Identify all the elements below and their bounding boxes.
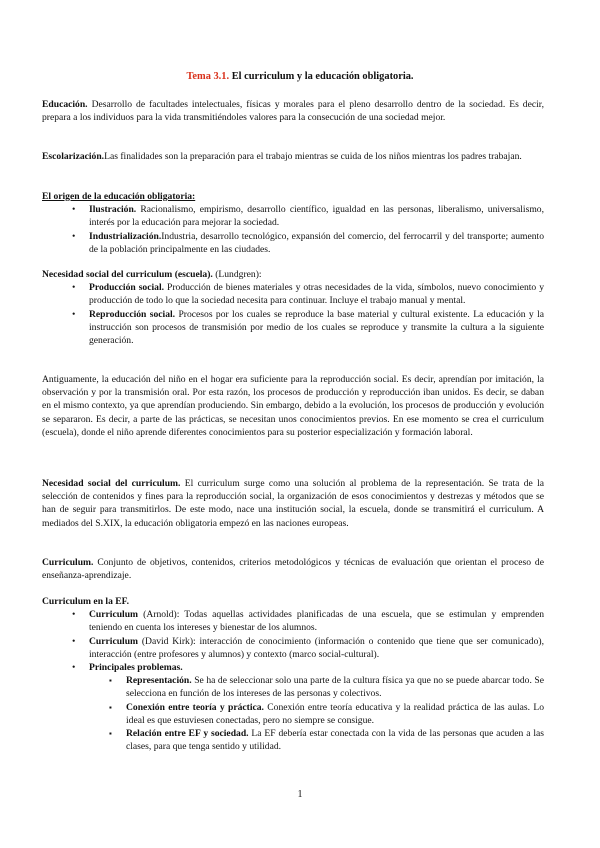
page-title — [0, 70, 600, 83]
item-term: Principales problemas. — [89, 662, 183, 674]
sub-list-item — [42, 674, 544, 700]
list-item — [42, 661, 544, 674]
necesidad-heading: Necesidad social del curriculum (escuela). — [42, 269, 213, 280]
curriculum-ef-heading: Curriculum en la EF. — [42, 596, 130, 607]
sub-item-term: Representación. — [126, 675, 192, 687]
curriculum-text: Conjunto de objetivos, contenidos, criterios metodológicos y técnicas de evaluación que orientan el proceso de enseñanza-aprendizaje. — [42, 557, 544, 582]
educacion-term: Educación. — [42, 99, 88, 110]
origen-list — [42, 203, 544, 256]
antiguamente-paragraph: Antiguamente, la educación del niño en el hogar era suficiente para la reproducción social. Es decir, aprendían por imitación, la observación y por la transmisión oral. Por esta razón, los procesos de producción y reproducción iban unidos. Es decir, se daban en el mismo contexto, ya que aprendían produciendo. Sin embargo, debido a la evolución, los procesos de producción y evolución se separaron. Es decir, a parte de las prácticas, se necesitan unos conocimientos previos. En ese momento se crea el curriculum (escuela), donde el niño aprende diferentes conocimientos para su posterior especialización y formación laboral. — [42, 374, 544, 438]
item-text: (David Kirk): interacción de conocimiento (información o contenido que tiene que ser comunicado), interacción (entre profesores y alumnos) y contexto (marco social-cultural). — [89, 635, 544, 660]
necesidad-section — [42, 268, 544, 347]
sub-item-text: La EF debería estar conectada con la vida de las personas que acuden a las clases, para que tenga sentido y utilidad. — [126, 728, 544, 753]
curriculum-ef-list — [42, 608, 544, 674]
necesidad-curriculum-paragraph — [42, 477, 544, 530]
necesidad-list — [42, 281, 544, 347]
item-text: Procesos por los cuales se reproduce la base material y cultural existente. La educación y la instrucción son procesos de transmisión por medio de los cuales se reproduce y transmite la cultura a la siguiente generación. — [89, 308, 545, 347]
origen-heading: El origen de la educación obligatoria: — [42, 191, 196, 202]
necesidad-curriculum-term: Necesidad social del curriculum. — [42, 478, 181, 489]
sub-list-item — [42, 727, 544, 753]
educacion-text: Desarrollo de facultades intelectuales, físicas y morales para el pleno desarrollo dentro de la sociedad. Es decir, prepara a los individuos para la vida transmitiéndoles valores para la consecución de una sociedad mejor. — [42, 99, 544, 124]
page-number: 1 — [297, 789, 303, 800]
list-item — [42, 308, 544, 348]
origen-section — [42, 190, 544, 256]
item-text: (Arnold): Todas aquellas actividades planificadas de una escuela, que se estimulan y emprenden teniendo en cuenta los intereses y bienestar de los alumnos. — [89, 609, 544, 634]
sub-item-text: Conexión entre teoría educativa y la realidad práctica de las aulas. Lo ideal es que estuviesen conectadas, pero no siempre se consigue. — [126, 701, 544, 726]
title-text: El curriculum y la educación obligatoria. — [231, 71, 414, 82]
square-bullet-icon: ▪ — [109, 702, 112, 712]
necesidad-curriculum-text: El curriculum surge como una solución al problema de la representación. Se trata de la selección de contenidos y fines para la reproducción social, la organización de esos conocimientos y destrezas y métodos que se han de seguir para transmitirlos. De este modo, nace una institución social, la escuela, donde se transmitirá el curriculum. A mediados del S.XIX, la educación obligatoria empezó en las naciones europeas. — [42, 478, 545, 529]
item-text: Producción de bienes materiales y otras necesidades de la vida, símbolos, nuevo conocimiento y producción de todo lo que la sociedad necesita para continuar. Incluye el trabajo manual y mental. — [89, 282, 544, 307]
curriculum-definition — [42, 556, 544, 582]
item-term: Curriculum — [89, 609, 139, 621]
list-item — [42, 608, 544, 634]
list-item — [42, 203, 544, 229]
escolarizacion-paragraph — [42, 150, 544, 163]
sub-item-term: Conexión entre teoría y práctica. — [126, 701, 264, 713]
bullet-icon: • — [72, 308, 76, 320]
item-text: Racionalismo, empirismo, desarrollo científico, igualdad en las personas, liberalismo, universalismo, interés por la educación para mejorar la sociedad. — [89, 204, 544, 229]
curriculum-ef-section — [42, 595, 544, 753]
bullet-icon: • — [72, 609, 76, 621]
square-bullet-icon: ▪ — [109, 729, 112, 739]
necesidad-author: (Lundgren): — [212, 269, 262, 280]
item-term: Curriculum — [89, 635, 139, 647]
square-bullet-icon: ▪ — [109, 676, 112, 686]
list-item — [42, 230, 544, 256]
list-item — [42, 281, 544, 307]
bullet-icon: • — [72, 635, 76, 647]
educacion-paragraph — [42, 98, 544, 124]
curriculum-term: Curriculum. — [42, 557, 94, 568]
escolarizacion-term: Escolarización. — [42, 151, 105, 162]
sub-list-item — [42, 701, 544, 727]
item-term: Ilustración. — [89, 204, 137, 216]
item-term: Producción social. — [89, 282, 165, 294]
sub-item-term: Relación entre EF y sociedad. — [126, 728, 249, 740]
title-number: Tema 3.1. — [186, 71, 230, 82]
bullet-icon: • — [72, 230, 76, 242]
sub-item-text: Se ha de seleccionar solo una parte de la cultura física ya que no se puede abarcar todo. Se selecciona en función de los intereses de las personas y colectivos. — [126, 675, 544, 700]
bullet-icon: • — [72, 662, 76, 674]
necesidad-heading-line — [42, 268, 544, 281]
item-term: Reproducción social. — [89, 308, 176, 320]
list-item — [42, 635, 544, 661]
problemas-sublist — [42, 674, 544, 753]
item-term: Industrialización. — [89, 230, 162, 242]
bullet-icon: • — [72, 282, 76, 294]
escolarizacion-text: Las finalidades son la preparación para el trabajo mientras se cuida de los niños mientras los padres trabajan. — [104, 151, 522, 162]
item-text: Industria, desarrollo tecnológico, expansión del comercio, del ferrocarril y del transporte; aumento de la población principalmente en las ciudades. — [89, 230, 544, 255]
bullet-icon: • — [72, 204, 76, 216]
